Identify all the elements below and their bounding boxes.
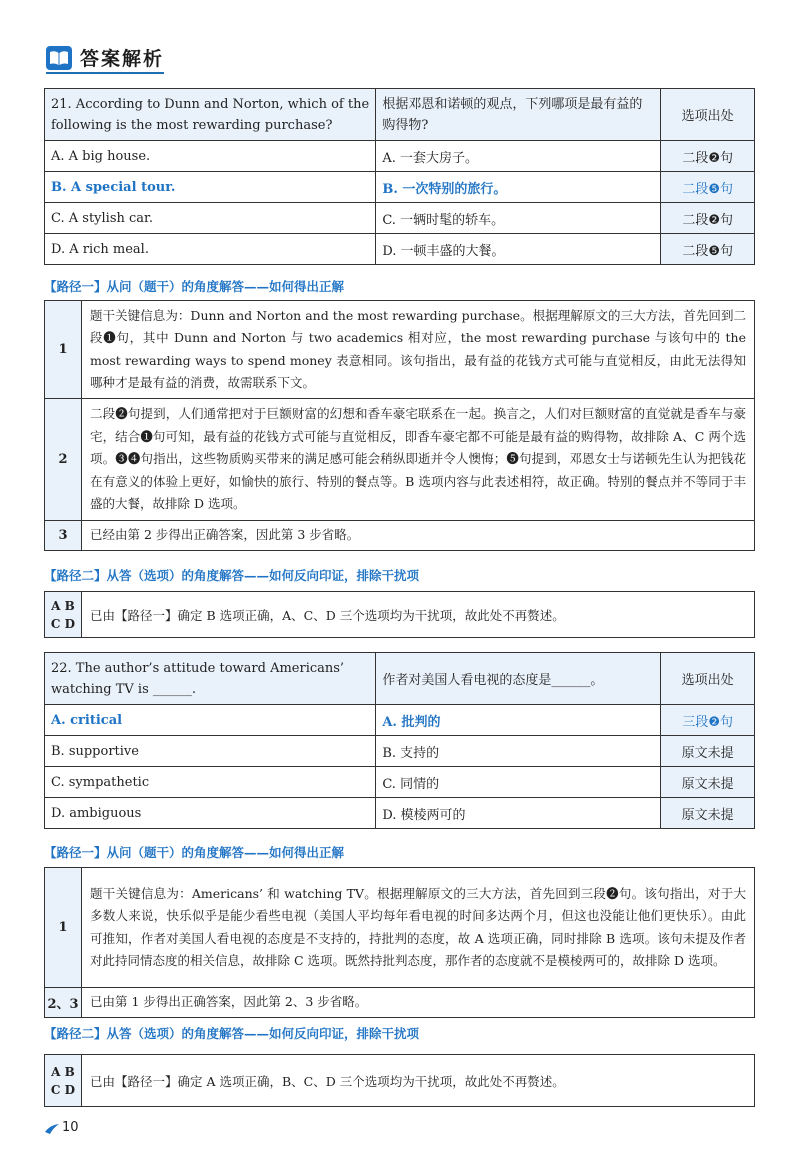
q22-option-zh: A. 批判的: [376, 705, 661, 736]
q22-option-row: [45, 736, 755, 767]
step-text: 题干关键信息为：Americans’ 和 watching TV。根据理解原文的三大方法，首先回到三段❷句。该句指出，对于大多数人来说，快乐似乎是能少看些电视（美国人平均每年看电视的时间多达两个月，但这也没能让他们更快乐）。由此可推知，作者对美国人看电视的态度是不支持的，持批判的态度，故 A 选项正确，同时排除 B 选项。该句未提及作者对此持同情态度的相关信息，故排除 C 选项。既然持批判态度，那作者的态度就不是模棱两可的，故排除 D 选项。: [82, 868, 755, 988]
distractor-text: 已由【路径一】确定 B 选项正确，A、C、D 三个选项均为干扰项，故此处不再赘述。: [82, 592, 755, 638]
q21-question-en: 21. According to Dunn and Norton, which of the following is the most rewarding purchase?: [45, 89, 376, 141]
q22-option-row: [45, 798, 755, 829]
abcd-label-line: A B: [51, 1064, 75, 1079]
q22-options-table: [44, 652, 755, 829]
q22-source-header: 选项出处: [661, 653, 755, 705]
q21-path1-title: 【路径一】从问（题干）的角度解答——如何得出正解: [44, 279, 345, 294]
abcd-label: [45, 592, 82, 638]
q21-option-source: 二段❺句: [661, 234, 755, 265]
header-title: 答案解析: [80, 48, 165, 70]
q22-option-en: A. critical: [45, 705, 376, 736]
step-row: [45, 521, 755, 551]
step-text: 已经由第 2 步得出正确答案，因此第 3 步省略。: [82, 521, 755, 551]
step-number: 2、3: [45, 988, 82, 1018]
q21-option-source: 二段❺句: [661, 172, 755, 203]
header-underline: [46, 72, 164, 74]
section-header: [46, 44, 164, 72]
step-number: 2: [45, 399, 82, 521]
step-row: [45, 868, 755, 988]
q21-option-zh: B. 一次特别的旅行。: [376, 172, 661, 203]
q22-steps-table: [44, 867, 755, 1018]
q21-option-zh: D. 一顿丰盛的大餐。: [376, 234, 661, 265]
page-number: 10: [62, 1120, 79, 1135]
distractor-row: [45, 592, 755, 638]
q22-option-source: 原文未提: [661, 767, 755, 798]
step-text: 题干关键信息为：Dunn and Norton and the most rewarding purchase。根据理解原文的三大方法，首先回到二段❶句，其中 Dunn and Norton 与 two academics 相对应，the most rewarding purchase 与该句中的 the most rewarding ways to spend money 表意相同。该句指出，最有益的花钱方式可能与直觉相反，由此无法得知哪种才是最有益的消费，故需联系下文。: [82, 301, 755, 399]
step-text: 已由第 1 步得出正确答案，因此第 2、3 步省略。: [82, 988, 755, 1018]
q22-question-zh: 作者对美国人看电视的态度是______。: [376, 653, 661, 705]
q22-option-source: 原文未提: [661, 736, 755, 767]
q22-distractor-table: [44, 1054, 755, 1107]
distractor-row: [45, 1055, 755, 1107]
q22-question-en: 22. The author’s attitude toward Americans’ watching TV is ______.: [45, 653, 376, 705]
q22-option-source: 原文未提: [661, 798, 755, 829]
q22-option-en: C. sympathetic: [45, 767, 376, 798]
q21-option-row: [45, 203, 755, 234]
abcd-label-line: C D: [50, 1082, 76, 1097]
q21-option-row-correct: [45, 172, 755, 203]
step-number: 1: [45, 301, 82, 399]
q21-option-row: [45, 234, 755, 265]
step-row: [45, 399, 755, 521]
q21-option-en: D. A rich meal.: [45, 234, 376, 265]
q21-question-zh: 根据邓恩和诺顿的观点，下列哪项是最有益的购得物?: [376, 89, 661, 141]
abcd-label: [45, 1055, 82, 1107]
step-text: 二段❷句提到，人们通常把对于巨额财富的幻想和香车豪宅联系在一起。换言之，人们对巨额财富的直觉就是香车与豪宅，结合❶句可知，最有益的花钱方式可能与直觉相反，即香车豪宅都不可能是最有益的购得物，故排除 A、C 两个选项。❸❹句指出，这些物质购买带来的满足感可能会稍纵即逝并令人懊悔；❺句提到，邓恩女士与诺顿先生认为把钱花在有意义的体验上更好，如愉快的旅行、特别的餐点等。B 选项内容与此表述相符，故正确。特别的餐点并不等同于丰盛的大餐，故排除 D 选项。: [82, 399, 755, 521]
q22-question-row: [45, 653, 755, 705]
q22-option-zh: D. 模棱两可的: [376, 798, 661, 829]
distractor-text: 已由【路径一】确定 A 选项正确，B、C、D 三个选项均为干扰项，故此处不再赘述。: [82, 1055, 755, 1107]
q21-option-en: C. A stylish car.: [45, 203, 376, 234]
q22-option-row-correct: [45, 705, 755, 736]
q21-option-en: B. A special tour.: [45, 172, 376, 203]
q21-option-source: 二段❷句: [661, 141, 755, 172]
q22-path2-title: 【路径二】从答（选项）的角度解答——如何反向印证，排除干扰项: [44, 1026, 420, 1041]
q22-option-row: [45, 767, 755, 798]
q21-steps-table: [44, 300, 755, 551]
q22-option-source: 三段❷句: [661, 705, 755, 736]
q21-options-table: [44, 88, 755, 265]
q22-option-zh: B. 支持的: [376, 736, 661, 767]
q21-option-source: 二段❷句: [661, 203, 755, 234]
page-mark-icon: [44, 1123, 60, 1135]
q22-option-en: B. supportive: [45, 736, 376, 767]
page-footer: [44, 1120, 104, 1140]
abcd-label-line: A B: [51, 598, 75, 613]
q21-option-row: [45, 141, 755, 172]
step-row: [45, 301, 755, 399]
q22-option-en: D. ambiguous: [45, 798, 376, 829]
step-number: 3: [45, 521, 82, 551]
q22-option-zh: C. 同情的: [376, 767, 661, 798]
q21-option-en: A. A big house.: [45, 141, 376, 172]
q22-path1-title: 【路径一】从问（题干）的角度解答——如何得出正解: [44, 845, 345, 860]
q21-option-zh: C. 一辆时髦的轿车。: [376, 203, 661, 234]
book-icon: [46, 46, 72, 70]
step-number: 1: [45, 868, 82, 988]
q21-distractor-table: [44, 591, 755, 638]
step-row: [45, 988, 755, 1018]
q21-question-row: [45, 89, 755, 141]
q21-source-header: 选项出处: [661, 89, 755, 141]
q21-option-zh: A. 一套大房子。: [376, 141, 661, 172]
abcd-label-line: C D: [50, 616, 76, 631]
q21-path2-title: 【路径二】从答（选项）的角度解答——如何反向印证，排除干扰项: [44, 568, 420, 583]
